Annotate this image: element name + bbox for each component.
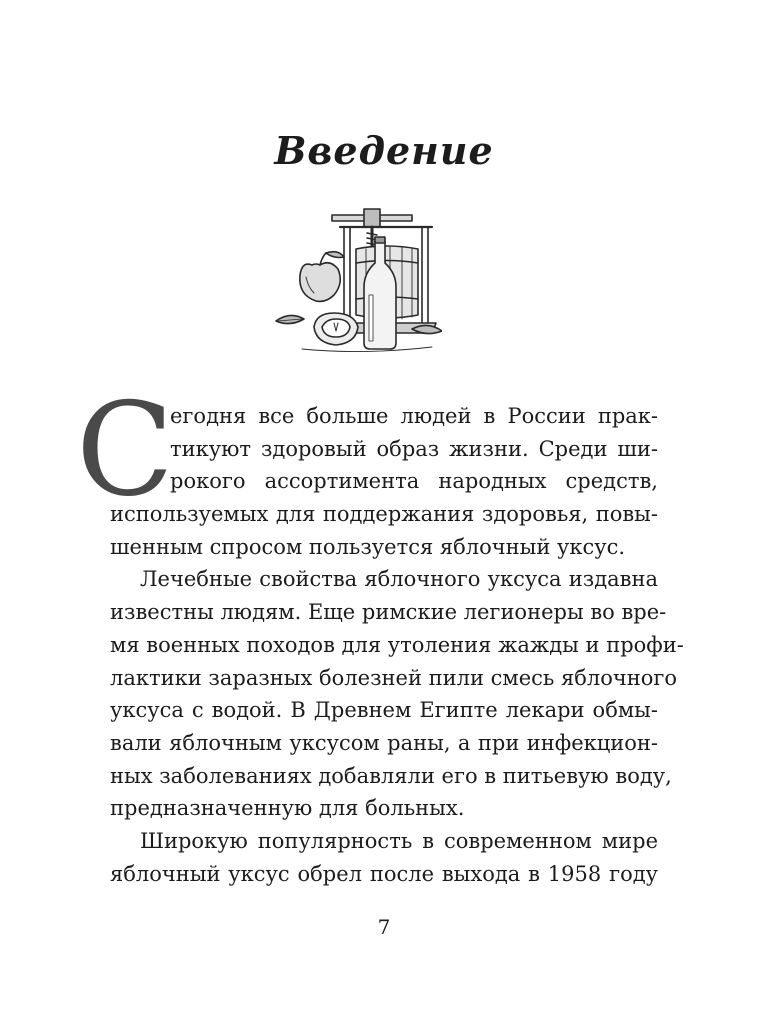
paragraph-1-line-4: используемых для поддержания здоровья, повы- xyxy=(110,502,658,527)
paragraph-2-line-1: Лечебные свойства яблочного уксуса издавна xyxy=(140,567,658,592)
chapter-body xyxy=(110,400,684,890)
paragraph-2-line-7: ных заболеваниях добавляли его в питьевую воду, xyxy=(110,763,672,788)
paragraph-2-line-8: предназначенную для больных. xyxy=(110,796,465,821)
paragraph-2-line-4: лактики заразных болезней пили смесь яблочного xyxy=(110,665,678,690)
chapter-title: Введение xyxy=(274,128,494,173)
paragraph-2-line-2: известны людям. Еще римские легионеры во вре- xyxy=(110,600,667,625)
paragraph-3-line-2: яблочный уксус обрел после выхода в 1958 году xyxy=(110,861,658,886)
paragraph-1-line-3: рокого ассортимента народных средств, xyxy=(170,469,658,494)
paragraph-1-line-5: шенным спросом пользуется яблочный уксус. xyxy=(110,534,626,559)
paragraph-1-line-1: егодня все больше людей в России прак- xyxy=(170,404,658,428)
apple-press-bottle-illustration xyxy=(272,203,442,358)
paragraph-2-line-3: мя военных походов для утоления жажды и профи- xyxy=(110,632,684,657)
paragraph-3-line-1: Широкую популярность в современном мире xyxy=(140,828,658,853)
drop-cap: С xyxy=(76,376,174,525)
paragraph-2-line-6: вали яблочным уксусом раны, а при инфекцион- xyxy=(110,730,658,755)
paragraph-1-line-2: тикуют здоровый образ жизни. Среди ши- xyxy=(170,436,658,461)
paragraph-2-line-5: уксуса с водой. В Древнем Египте лекари обмы- xyxy=(110,698,658,723)
page-number: 7 xyxy=(377,915,391,939)
